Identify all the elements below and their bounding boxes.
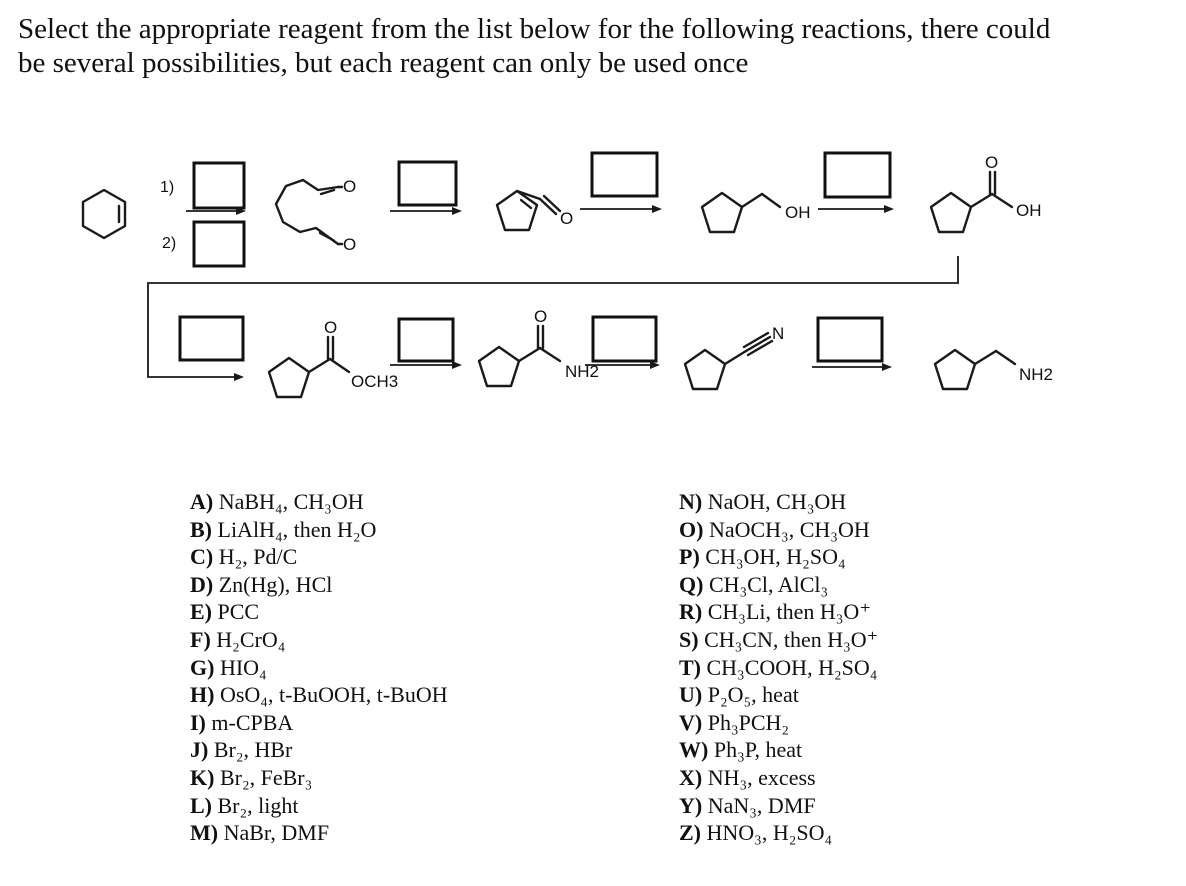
reagent-text: NaOH, CH₃OH <box>707 489 847 514</box>
reagent-item <box>190 598 448 626</box>
amine-structure <box>935 350 1053 389</box>
answer-box-4[interactable] <box>592 153 657 196</box>
reagent-item <box>190 736 448 764</box>
reagent-letter: J) <box>190 737 209 763</box>
reagent-letter: Q) <box>679 571 704 597</box>
aldehyde-oxygen-1: O <box>343 177 357 196</box>
reagent-text: CH₃OH, H₂SO₄ <box>705 544 846 570</box>
hexanedial-structure <box>276 177 356 254</box>
cyclopentanecarboxylic-acid-structure <box>931 153 1042 232</box>
reagent-letter: T) <box>679 654 701 680</box>
cyclopentylmethanol-structure <box>702 193 811 232</box>
reaction-arrow-2 <box>390 207 462 215</box>
step-1-label: 1) <box>160 179 175 196</box>
reagent-text: LiAlH₄, then H₂O <box>217 516 377 542</box>
acid-carbonyl-oxygen: O <box>985 153 999 172</box>
reagent-item <box>679 654 878 682</box>
reagent-text: P₂O₅, heat <box>707 682 799 708</box>
reagent-text: NaOCH₃, CH₃OH <box>708 516 870 542</box>
reagent-text: NaBr, DMF <box>223 820 330 846</box>
reagent-item <box>190 654 448 682</box>
reagent-text: H₂CrO₄ <box>216 626 286 652</box>
reagent-letter: E) <box>190 599 212 625</box>
reagent-letter: D) <box>190 571 214 597</box>
reagent-item <box>679 681 878 709</box>
reagent-letter: M) <box>190 820 219 846</box>
reagent-item <box>190 709 448 737</box>
reagent-letter: A) <box>190 489 214 514</box>
reagent-letter: F) <box>190 626 211 652</box>
reagent-item <box>190 681 448 709</box>
reagent-letter: Y) <box>679 792 703 818</box>
question-line-1: Select the appropriate reagent from the list below for the following reactions, there could <box>18 13 1051 45</box>
reagent-letter: P) <box>679 544 700 570</box>
reagent-letter: K) <box>190 764 215 790</box>
reagent-letter: X) <box>679 764 703 790</box>
reagent-letter: C) <box>190 544 214 570</box>
hydroxyl-label-2: OH <box>1016 201 1042 220</box>
reagent-text: OsO₄, t-BuOOH, t-BuOH <box>219 682 448 708</box>
reagent-text: NaN₃, DMF <box>707 792 816 818</box>
nitrile-nitrogen: N <box>772 324 785 343</box>
aldehyde-oxygen-2: O <box>343 235 357 254</box>
reagent-text: PCC <box>217 599 260 625</box>
cyclopentene-carbaldehyde-structure <box>497 191 573 230</box>
reagent-letter: N) <box>679 489 703 514</box>
reagent-item <box>190 819 448 847</box>
reagent-item <box>190 516 448 544</box>
reagent-text: CH₃Li, then H₃O⁺ <box>707 599 871 625</box>
reagent-text: Br₂, light <box>217 792 299 818</box>
answer-box-8[interactable] <box>593 317 656 361</box>
amine-nh2-label: NH2 <box>1019 365 1054 384</box>
reagent-text: Br₂, HBr <box>213 737 293 763</box>
answer-box-5[interactable] <box>825 153 890 197</box>
reagent-text: Ph₃P, heat <box>713 737 803 763</box>
reagent-text: m-CPBA <box>211 709 294 735</box>
reagent-item <box>190 626 448 654</box>
reagent-letter: O) <box>679 516 704 542</box>
reagent-letter: Z) <box>679 820 701 846</box>
reagent-item <box>190 792 448 820</box>
reagent-item <box>679 819 878 847</box>
reaction-arrow-3 <box>580 205 662 213</box>
reagent-item <box>679 709 878 737</box>
reagent-letter: W) <box>679 737 709 763</box>
reagent-item <box>679 516 878 544</box>
methyl-ester-structure <box>269 318 398 397</box>
answer-box-9[interactable] <box>818 318 882 361</box>
reagent-text: HNO₃, H₂SO₄ <box>706 820 833 846</box>
reagent-text: H₂, Pd/C <box>218 544 298 570</box>
reagent-text: CH₃Cl, AlCl₃ <box>708 571 829 597</box>
reagent-text: CH₃COOH, H₂SO₄ <box>706 654 878 680</box>
amide-carbonyl-oxygen: O <box>534 307 548 326</box>
reagent-item <box>679 764 878 792</box>
reagent-text: Ph₃PCH₂ <box>707 709 790 735</box>
reagent-text: CH₃CN, then H₃O⁺ <box>704 626 879 652</box>
reagent-letter: B) <box>190 516 212 542</box>
reagent-letter: V) <box>679 709 703 735</box>
reagent-item <box>679 543 878 571</box>
reagent-item <box>679 626 878 654</box>
reaction-arrow-4 <box>818 205 894 213</box>
reagent-letter: R) <box>679 599 703 625</box>
reagent-letter: L) <box>190 792 212 818</box>
reagent-letter: H) <box>190 682 215 708</box>
answer-box-6[interactable] <box>180 317 243 360</box>
answer-box-1[interactable] <box>194 163 244 208</box>
reagent-item <box>679 598 878 626</box>
reagent-text: Zn(Hg), HCl <box>218 571 333 597</box>
reagent-item <box>679 488 878 516</box>
nitrile-structure <box>685 324 784 389</box>
reagent-item <box>679 571 878 599</box>
carbonyl-oxygen-3: O <box>560 209 574 228</box>
reagent-item <box>679 792 878 820</box>
reagent-text: HIO₄ <box>219 654 267 680</box>
reagent-letter: G) <box>190 654 215 680</box>
reagent-letter: U) <box>679 682 703 708</box>
reaction-arrow-5 <box>180 373 244 381</box>
reagent-item <box>190 488 448 516</box>
methoxy-label: OCH3 <box>351 372 399 391</box>
reagent-list-left <box>190 488 448 847</box>
reagent-letter: I) <box>190 709 206 735</box>
reagent-item <box>190 764 448 792</box>
cyclohexene-structure <box>83 190 125 238</box>
reagent-item <box>679 736 878 764</box>
reaction-arrow-8 <box>812 363 892 371</box>
reagent-text: NaBH₄, CH₃OH <box>218 489 364 514</box>
reagent-list-right <box>679 488 878 847</box>
step-2-label: 2) <box>162 235 177 252</box>
reagent-item <box>190 571 448 599</box>
answer-box-7[interactable] <box>399 319 453 361</box>
question-line-2: be several possibilities, but each reagent can only be used once <box>18 47 749 79</box>
amide-structure <box>479 307 599 386</box>
answer-box-3[interactable] <box>399 162 456 205</box>
hydroxyl-label-1: OH <box>785 203 811 222</box>
ester-carbonyl-oxygen: O <box>324 318 338 337</box>
reagent-item <box>190 543 448 571</box>
reagent-text: Br₂, FeBr₃ <box>219 764 313 790</box>
reagent-text: NH₃, excess <box>707 764 816 790</box>
amide-nh2-label: NH2 <box>565 362 600 381</box>
reagent-letter: S) <box>679 626 699 652</box>
answer-box-2[interactable] <box>194 222 244 266</box>
